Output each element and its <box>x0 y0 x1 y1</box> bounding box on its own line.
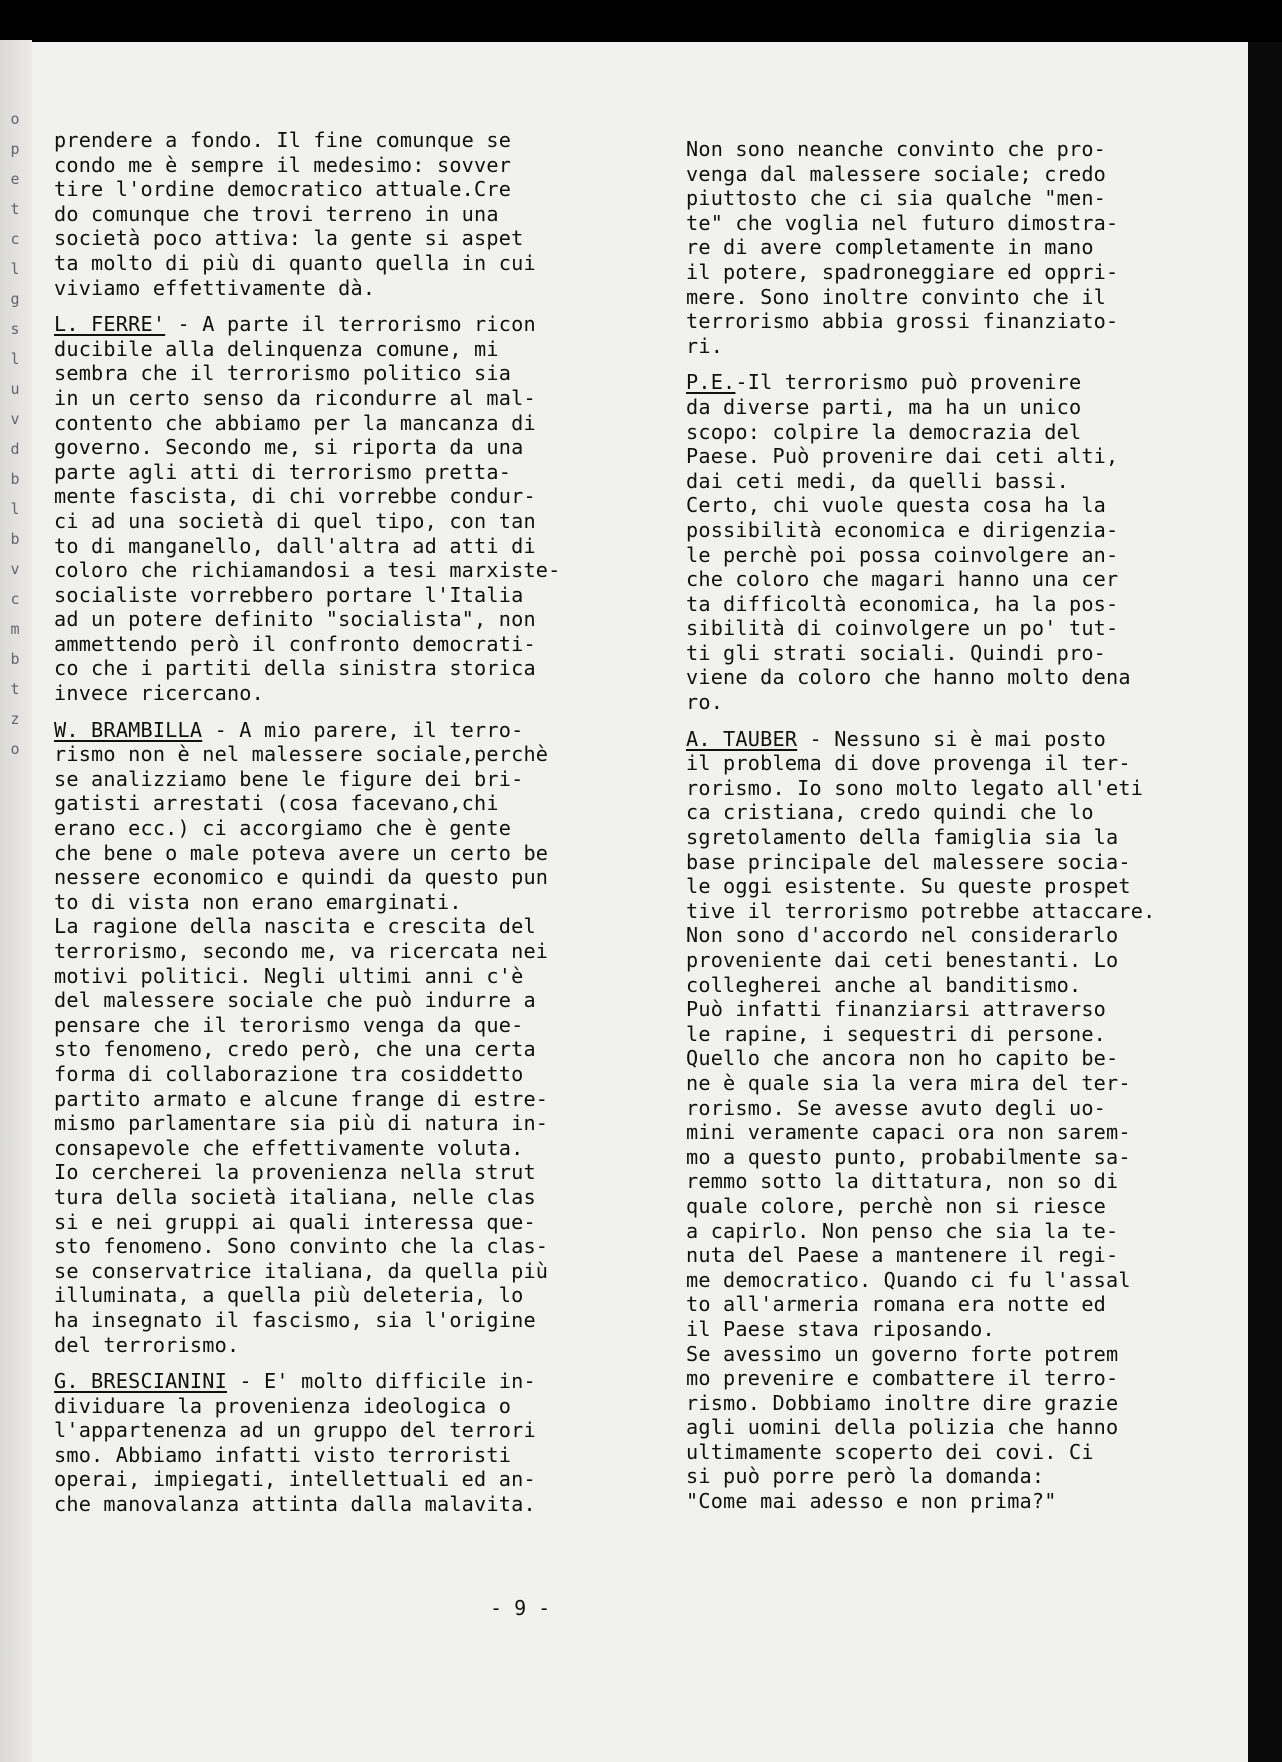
speaker-name: W. BRAMBILLA <box>54 717 203 742</box>
text-line: governo. Secondo me, si riporta da una <box>54 435 524 460</box>
text-line: co che i partiti della sinistra storica <box>54 656 536 681</box>
text-line: agli uomini della polizia che hanno <box>686 1415 1119 1440</box>
margin-letter: d <box>10 440 20 458</box>
text-line: l'appartenenza ad un gruppo del terrori <box>54 1418 536 1443</box>
text-line: il Paese stava riposando. <box>686 1316 995 1341</box>
text-line: do comunque che trovi terreno in una <box>54 201 499 226</box>
text-line: Non sono d'accordo nel considerarlo <box>686 923 1119 948</box>
text-line: sembra che il terrorismo politico sia <box>54 361 512 386</box>
text-line: ca cristiana, credo quindi che lo <box>686 800 1094 825</box>
margin-letter: e <box>10 170 20 188</box>
text-line: nessere economico e quindi da questo pun <box>54 865 549 890</box>
text-line <box>54 718 654 743</box>
margin-letter: t <box>10 200 20 218</box>
text-line: mere. Sono inoltre convinto che il <box>686 284 1107 309</box>
text-line: to di vista non erano emarginati. <box>54 889 462 914</box>
page-number: - 9 - <box>490 1596 551 1620</box>
text-line <box>54 312 654 337</box>
margin-letter: c <box>10 590 20 608</box>
text-line: si può porre però la domanda: <box>686 1464 1045 1489</box>
text-line: rismo non è nel malessere sociale,perchè <box>54 742 549 767</box>
text-line: dividuare la provenienza ideologica o <box>54 1393 512 1418</box>
margin-letter: p <box>10 140 20 158</box>
text-line: terrorismo abbia grossi finanziato- <box>686 309 1119 334</box>
paragraph <box>54 312 654 706</box>
text-line: ad un potere definito "socialista", non <box>54 607 536 632</box>
paragraph <box>54 718 654 1357</box>
text-line: ducibile alla delinquenza comune, mi <box>54 336 499 361</box>
text-line: Può infatti finanziarsi attraverso <box>686 997 1107 1022</box>
text-line <box>686 727 1246 752</box>
margin-letter: v <box>10 410 20 428</box>
margin-letter: o <box>10 740 20 758</box>
margin-letter: b <box>10 650 20 668</box>
text-line: del malessere sociale che può indurre a <box>54 988 536 1013</box>
paragraph <box>54 1369 654 1517</box>
text-line: scopo: colpire la democrazia del <box>686 419 1082 444</box>
text-line: ta difficoltà economica, ha la pos- <box>686 591 1119 616</box>
text-line: to di manganello, dall'altra ad atti di <box>54 533 536 558</box>
text-line: ultimamente scoperto dei covi. Ci <box>686 1439 1094 1464</box>
text-run: -Il terrorismo può provenire <box>735 370 1082 395</box>
text-line: ammettendo però il confronto democrati- <box>54 631 536 656</box>
text-line <box>686 370 1246 395</box>
text-line: quale colore, perchè non si riesce <box>686 1193 1107 1218</box>
text-line: il problema di dove provenga il ter- <box>686 751 1131 776</box>
text-line: invece ricercano. <box>54 681 265 706</box>
text-line: sgretolamento della famiglia sia la <box>686 825 1119 850</box>
text-line: forma di collaborazione tra cosiddetto <box>54 1061 524 1086</box>
text-line: coloro che richiamandosi a tesi marxiste- <box>54 558 561 583</box>
text-line: società poco attiva: la gente si aspet <box>54 226 524 251</box>
text-line: ne è quale sia la vera mira del ter- <box>686 1070 1131 1095</box>
margin-letter: b <box>10 530 20 548</box>
text-line: to all'armeria romana era notte ed <box>686 1292 1107 1317</box>
speaker-name: A. TAUBER <box>686 726 798 751</box>
text-line: ci ad una società di quel tipo, con tan <box>54 508 536 533</box>
text-line: parte agli atti di terrorismo pretta- <box>54 459 512 484</box>
margin-letter: z <box>10 710 20 728</box>
text-line: ha insegnato il fascismo, sia l'origine <box>54 1307 536 1332</box>
text-line: me democratico. Quando ci fu l'assal <box>686 1267 1131 1292</box>
text-line: Io cercherei la provenienza nella strut <box>54 1160 536 1185</box>
text-line: se conservatrice italiana, da quella più <box>54 1258 549 1283</box>
text-run: - A parte il terrorismo ricon <box>165 312 536 337</box>
text-line: tire l'ordine democratico attuale.Cre <box>54 177 512 202</box>
text-line: gatisti arrestati (cosa facevano,chi <box>54 791 499 816</box>
text-line: che bene o male poteva avere un certo be <box>54 840 549 865</box>
text-line: viviamo effettivamente dà. <box>54 275 376 300</box>
text-line <box>54 1369 654 1394</box>
text-line: Se avessimo un governo forte potrem <box>686 1341 1119 1366</box>
text-line: tive il terrorismo potrebbe attaccare. <box>686 898 1156 923</box>
text-line: dai ceti medi, da quelli bassi. <box>686 468 1069 493</box>
text-run: - A mio parere, il terro- <box>202 717 524 742</box>
text-line: terrorismo, secondo me, va ricercata nei <box>54 939 549 963</box>
text-line: base principale del malessere socia- <box>686 849 1131 874</box>
speaker-name: G. BRESCIANINI <box>54 1369 227 1394</box>
text-line: che manovalanza attinta dalla malavita. <box>54 1492 536 1517</box>
text-line: condo me è sempre il medesimo: sovver <box>54 152 512 177</box>
text-line: rorismo. Io sono molto legato all'eti <box>686 775 1144 800</box>
margin-letter: m <box>10 620 20 638</box>
text-line: mo a questo punto, probabilmente sa- <box>686 1144 1131 1169</box>
text-line: mo prevenire e combattere il terro- <box>686 1366 1119 1391</box>
text-line: erano ecc.) ci accorgiamo che è gente <box>54 816 512 841</box>
text-line: Paese. Può provenire dai ceti alti, <box>686 444 1119 469</box>
text-line: possibilità economica e dirigenzia- <box>686 517 1119 542</box>
margin-letter: o <box>10 110 20 128</box>
text-line: Quello che ancora non ho capito be- <box>686 1046 1119 1071</box>
text-line: re di avere completamente in mano <box>686 235 1094 260</box>
text-line: a capirlo. Non penso che sia la te- <box>686 1218 1119 1243</box>
text-line: se analizziamo bene le figure dei bri- <box>54 766 524 791</box>
text-line: sto fenomeno. Sono convinto che la clas- <box>54 1234 549 1259</box>
text-line: smo. Abbiamo infatti visto terroristi <box>54 1442 512 1467</box>
text-run: - Nessuno si è mai posto <box>797 726 1107 751</box>
text-line: operai, impiegati, intellettuali ed an- <box>54 1467 536 1492</box>
paragraph <box>686 727 1246 1514</box>
text-line: del terrorismo. <box>54 1332 240 1357</box>
text-line: piuttosto che ci sia qualche "men- <box>686 186 1107 211</box>
text-line: ri. <box>686 333 724 358</box>
margin-letter: g <box>10 290 20 308</box>
text-line: che coloro che magari hanno una cer <box>686 567 1119 592</box>
adjacent-page-margin <box>6 104 24 764</box>
paragraph <box>686 137 1246 358</box>
text-line: te" che voglia nel futuro dimostra- <box>686 210 1119 235</box>
text-line: rorismo. Se avesse avuto degli uo- <box>686 1095 1107 1120</box>
margin-letter: l <box>10 260 20 278</box>
text-line: Certo, chi vuole questa cosa ha la <box>686 493 1107 518</box>
text-line: La ragione della nascita e crescita del <box>54 914 536 939</box>
speaker-name: L. FERRE' <box>54 312 166 337</box>
margin-letter: c <box>10 230 20 248</box>
text-line: le oggi esistente. Su queste prospet <box>686 874 1131 899</box>
text-line: remmo sotto la dittatura, non so di <box>686 1169 1119 1194</box>
speaker-name: P.E. <box>686 370 736 395</box>
text-line: collegherei anche al banditismo. <box>686 972 1082 997</box>
text-line: socialiste vorrebbero portare l'Italia <box>54 582 524 607</box>
text-line: venga dal malessere sociale; credo <box>686 161 1107 186</box>
text-line: mini veramente capaci ora non sarem- <box>686 1120 1131 1145</box>
text-line: sto fenomeno, credo però, che una certa <box>54 1037 536 1062</box>
scan-border <box>1248 42 1282 1762</box>
margin-letter: l <box>10 350 20 368</box>
text-line: pensare che il terorismo venga da que- <box>54 1012 524 1037</box>
text-line: si e nei gruppi ai quali interessa que- <box>54 1209 536 1234</box>
text-line: proveniente dai ceti benestanti. Lo <box>686 948 1119 972</box>
text-line: le rapine, i sequestri di persone. <box>686 1021 1107 1046</box>
text-line: le perchè poi possa coinvolgere an- <box>686 542 1119 567</box>
margin-letter: t <box>10 680 20 698</box>
text-line: rismo. Dobbiamo inoltre dire grazie <box>686 1390 1119 1415</box>
paragraph <box>54 128 654 300</box>
margin-letter: v <box>10 560 20 578</box>
text-line: ro. <box>686 690 724 715</box>
right-column <box>686 137 1246 1526</box>
text-line: mente fascista, di chi vorrebbe condur- <box>54 484 536 509</box>
text-line: ti gli strati sociali. Quindi pro- <box>686 640 1107 665</box>
text-line: partito armato e alcune frange di estre- <box>54 1086 549 1111</box>
text-line: nuta del Paese a mantenere il regi- <box>686 1243 1119 1268</box>
text-line: motivi politici. Negli ultimi anni c'è <box>54 963 524 988</box>
margin-letter: l <box>10 500 20 518</box>
margin-letter: s <box>10 320 20 338</box>
text-line: sibilità di coinvolgere un po' tut- <box>686 616 1119 641</box>
text-line: prendere a fondo. Il fine comunque se <box>54 128 512 152</box>
text-line: "Come mai adesso e non prima?" <box>686 1489 1057 1514</box>
left-column <box>54 128 654 1529</box>
text-line: ta molto di più di quanto quella in cui <box>54 250 536 275</box>
text-line: in un certo senso da ricondurre al mal- <box>54 385 536 410</box>
text-line: illuminata, a quella più deleteria, lo <box>54 1283 524 1308</box>
margin-letter: b <box>10 470 20 488</box>
text-line: tura della società italiana, nelle clas <box>54 1184 536 1209</box>
text-line: mismo parlamentare sia più di natura in- <box>54 1111 549 1136</box>
text-line: viene da coloro che hanno molto dena <box>686 665 1131 690</box>
paragraph <box>686 370 1246 714</box>
text-run: - E' molto difficile in- <box>226 1369 536 1394</box>
text-line: da diverse parti, ma ha un unico <box>686 394 1082 419</box>
text-line: consapevole che effettivamente voluta. <box>54 1135 524 1160</box>
margin-letter: u <box>10 380 20 398</box>
text-line: contento che abbiamo per la mancanza di <box>54 410 536 435</box>
text-line: Non sono neanche convinto che pro- <box>686 137 1107 161</box>
text-line: il potere, spadroneggiare ed oppri- <box>686 259 1119 284</box>
